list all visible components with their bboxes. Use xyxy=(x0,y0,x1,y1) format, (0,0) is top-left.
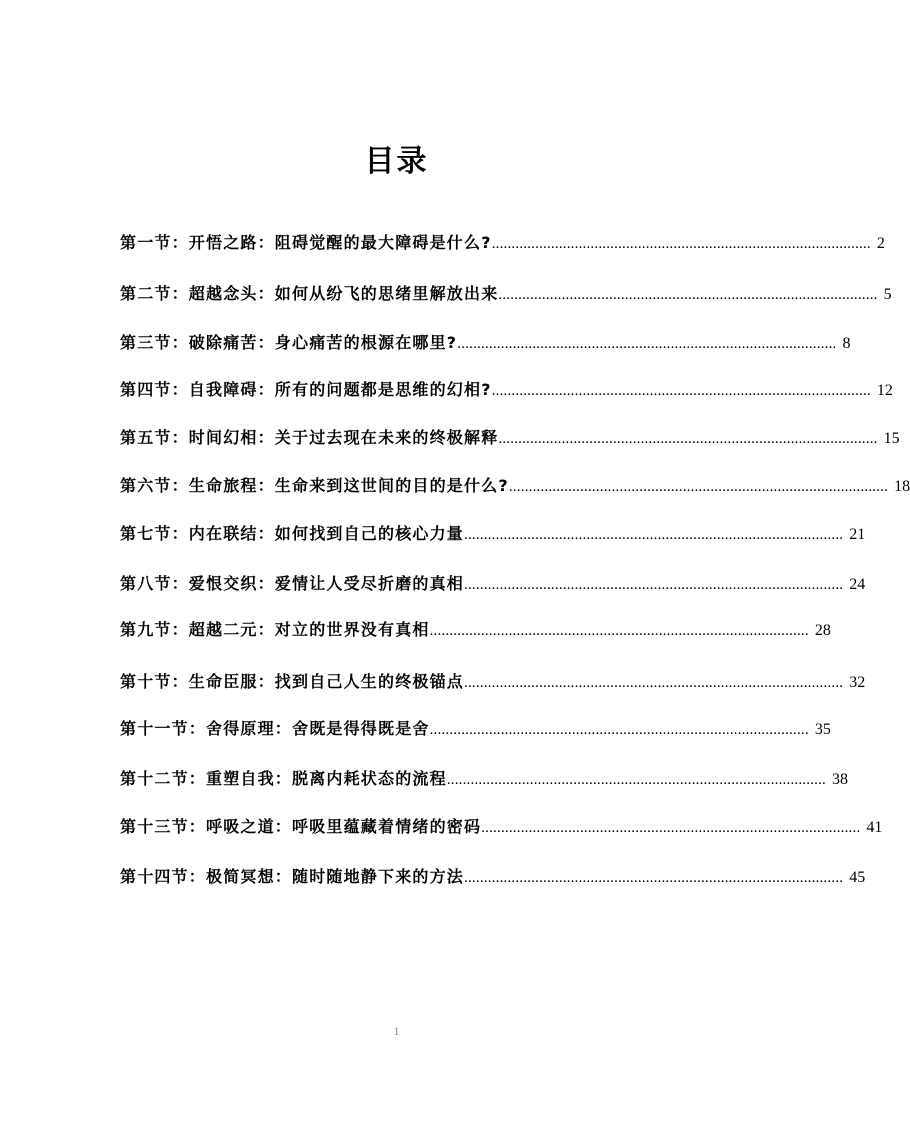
toc-entry-page: 18 xyxy=(894,478,910,495)
toc-leader-dots: ................................................................................................ xyxy=(464,675,844,691)
toc-leader-dots: ................................................................................................ xyxy=(464,527,844,543)
toc-entry-title: 第八节：爱恨交织：爱情让人受尽折磨的真相 xyxy=(120,574,465,593)
toc-leader-dots: ................................................................................................ xyxy=(429,623,809,639)
toc-entry[interactable] xyxy=(120,231,885,255)
toc-entry-page: 35 xyxy=(814,721,831,738)
toc-entry[interactable] xyxy=(120,865,866,889)
toc-leader-dots: ................................................................................................ xyxy=(464,870,844,886)
toc-entry-page: 2 xyxy=(876,235,885,252)
toc-entry[interactable] xyxy=(120,670,866,694)
toc-leader-dots: ................................................................................................ xyxy=(498,431,878,447)
page-title: 目录 xyxy=(364,144,429,179)
page-number: 1 xyxy=(393,1024,400,1038)
toc-entry-title: 第十一节：舍得原理：舍既是得得既是舍 xyxy=(120,719,430,738)
toc-entry-title: 第六节：生命旅程：生命来到这世间的目的是什么? xyxy=(120,476,509,495)
toc-entry[interactable] xyxy=(120,572,866,596)
toc-entry-page: 41 xyxy=(866,819,883,836)
toc-leader-dots: ................................................................................................ xyxy=(457,336,837,352)
toc-entry[interactable] xyxy=(120,426,900,450)
toc-entry[interactable] xyxy=(120,618,831,642)
toc-entry-page: 32 xyxy=(849,674,866,691)
toc-leader-dots: ................................................................................................ xyxy=(498,287,878,303)
toc-entry-title: 第一节：开悟之路：阻碍觉醒的最大障碍是什么? xyxy=(120,233,492,252)
toc-entry[interactable] xyxy=(120,717,831,741)
toc-entry-title: 第七节：内在联结：如何找到自己的核心力量 xyxy=(120,524,465,543)
toc-leader-dots: ................................................................................................ xyxy=(481,820,861,836)
toc-entry-title: 第十节：生命臣服：找到自己人生的终极锚点 xyxy=(120,672,465,691)
toc-entry-title: 第三节：破除痛苦：身心痛苦的根源在哪里? xyxy=(120,333,458,352)
toc-entry-title: 第九节：超越二元：对立的世界没有真相 xyxy=(120,620,430,639)
toc-entry-page: 12 xyxy=(876,382,893,399)
toc-entry-title: 第十二节：重塑自我：脱离内耗状态的流程 xyxy=(120,769,447,788)
toc-entry[interactable] xyxy=(120,474,910,498)
toc-entry-page: 28 xyxy=(814,622,831,639)
toc-entry-page: 8 xyxy=(842,335,851,352)
toc-entry-title: 第四节：自我障碍：所有的问题都是思维的幻相? xyxy=(120,380,492,399)
toc-entry-title: 第十四节：极简冥想：随时随地静下来的方法 xyxy=(120,867,465,886)
toc-entry-page: 5 xyxy=(883,286,892,303)
toc-leader-dots: ................................................................................................ xyxy=(491,383,871,399)
toc-entry[interactable] xyxy=(120,282,892,306)
toc-entry-page: 24 xyxy=(849,576,866,593)
toc-entry-title: 第五节：时间幻相：关于过去现在未来的终极解释 xyxy=(120,428,499,447)
toc-entry-page: 45 xyxy=(849,869,866,886)
toc-entry[interactable] xyxy=(120,767,849,791)
toc-leader-dots: ................................................................................................ xyxy=(446,772,827,788)
toc-entry-page: 38 xyxy=(832,771,849,788)
toc-leader-dots: ................................................................................................ xyxy=(491,236,871,252)
toc-leader-dots: ................................................................................................ xyxy=(508,479,889,495)
toc-entry[interactable] xyxy=(120,331,851,355)
toc-leader-dots: ................................................................................................ xyxy=(429,722,809,738)
toc-entry-page: 21 xyxy=(849,526,866,543)
toc-entry-page: 15 xyxy=(883,430,900,447)
toc-entry[interactable] xyxy=(120,378,893,402)
toc-entry[interactable] xyxy=(120,815,883,839)
toc-entry[interactable] xyxy=(120,522,866,546)
toc-entry-title: 第十三节：呼吸之道：呼吸里蕴藏着情绪的密码 xyxy=(120,817,482,836)
toc-leader-dots: ................................................................................................ xyxy=(464,577,844,593)
toc-entry-title: 第二节：超越念头：如何从纷飞的思绪里解放出来 xyxy=(120,284,499,303)
